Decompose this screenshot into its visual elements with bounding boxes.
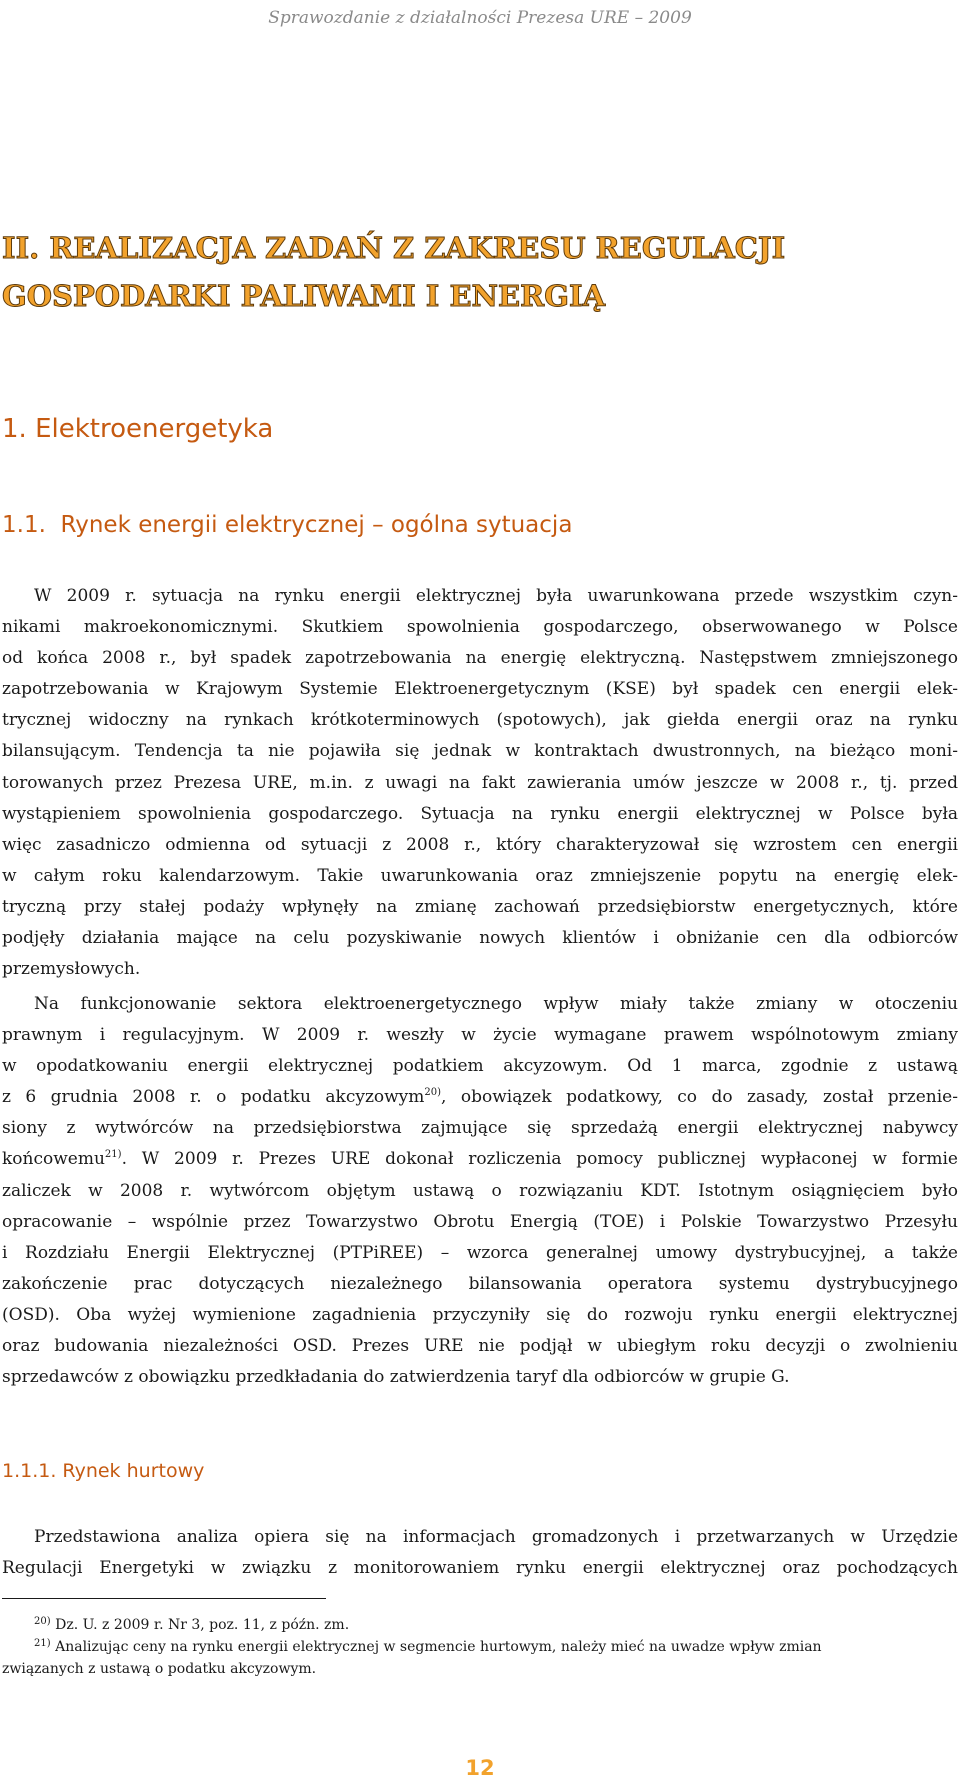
paragraph-line (2, 1082, 958, 1113)
paragraph-line: Przedstawiona analiza opiera się na informacjach gromadzonych i przetwarzanych w Urzędzie (34, 1527, 958, 1547)
paragraph-line: bilansującym. Tendencja ta nie pojawiła się jednak w kontraktach dwustronnych, na bieżąco moni- (2, 741, 958, 762)
paragraph-line: i Rozdziału Energii Elektrycznej (PTPiREE) – wzorca generalnej umowy dystrybucyjnej, a także (2, 1242, 958, 1263)
paragraph-line: przemysłowych. (2, 959, 141, 980)
footnote-21: 21) Analizując ceny na rynku energii elektrycznej w segmencie hurtowym, należy mieć na uwadze wpływ zmian (34, 1638, 822, 1655)
paragraph-line: tryczną przy stałej podaży wpłynęły na zmianę zachowań przedsiębiorstw energetycznych, które (2, 896, 958, 917)
footnote-ref-21[interactable]: 21) (104, 1149, 122, 1161)
paragraph-line: zakończenie prac dotyczących niezależnego bilansowania operatora systemu dystrybucyjnego (2, 1273, 958, 1294)
paragraph-line: w opodatkowaniu energii elektrycznej podatkiem akcyzowym. Od 1 marca, zgodnie z ustawą (2, 1056, 958, 1077)
running-header: Sprawozdanie z działalności Prezesa URE – 2009 (268, 8, 692, 28)
footnote-separator (2, 1598, 326, 1599)
paragraph-3 (2, 1522, 958, 1584)
paragraph-line: W 2009 r. sytuacja na rynku energii elektrycznej była uwarunkowana przede wszystkim czyn- (34, 586, 958, 606)
paragraph-line: Na funkcjonowanie sektora elektroenergetycznego wpływ miały także zmiany w otoczeniu (34, 994, 958, 1014)
paragraph-line: oraz budowania niezależności OSD. Prezes URE nie podjął w ubiegłym roku decyzji o zwolnieniu (2, 1336, 958, 1357)
paragraph-line: podjęły działania mające na celu pozyskiwanie nowych klientów i obniżanie cen dla odbiorców (2, 928, 958, 949)
paragraph-line: zaliczek w 2008 r. wytwórcom objętym ustawą o rozwiązaniu KDT. Istotnym osiągnięciem było (2, 1180, 958, 1201)
paragraph-line: (OSD). Oba wyżej wymienione zagadnienia przyczyniły się do rozwoju rynku energii elektrycznej (2, 1304, 958, 1325)
paragraph-line: zapotrzebowania w Krajowym Systemie Elektroenergetycznym (KSE) był spadek cen energii elek- (2, 679, 958, 700)
paragraph-line (2, 1144, 958, 1175)
text-run: . W 2009 r. Prezes URE dokonał rozliczenia pomocy publicznej wypłaconej w formie (121, 1149, 958, 1170)
footnote-21-continuation: związanych z ustawą o podatku akcyzowym. (2, 1661, 317, 1677)
paragraph-line: opracowanie – wspólnie przez Towarzystwo Obrotu Energią (TOE) i Polskie Towarzystwo Przesyłu (2, 1211, 958, 1232)
footnote-ref-20[interactable]: 20) (424, 1087, 442, 1099)
paragraph-line: prawnym i regulacyjnym. W 2009 r. weszły w życie wymagane prawem wspólnotowym zmiany (2, 1025, 958, 1046)
section-title: 1. Elektroenergetyka (2, 414, 274, 444)
paragraph-2 (2, 989, 958, 1393)
paragraph-line: nikami makroekonomicznymi. Skutkiem spowolnienia gospodarczego, obserwowanego w Polsce (2, 617, 958, 638)
paragraph-line: od końca 2008 r., był spadek zapotrzebowania na energię elektryczną. Następstwem zmniejszonego (2, 648, 958, 669)
chapter-title-line-1: II. REALIZACJA ZADAŃ Z ZAKRESU REGULACJI (2, 231, 786, 265)
paragraph-line: trycznej widoczny na rynkach krótkoterminowych (spotowych), jak giełda energii oraz na rynku (2, 710, 958, 731)
subsubsection-title: 1.1.1. Rynek hurtowy (2, 1460, 205, 1482)
paragraph-line: więc zasadniczo odmienna od sytuacji z 2008 r., który charakteryzował się wzrostem cen energii (2, 834, 958, 855)
text-run: , obowiązek podatkowy, co do zasady, został przenie- (441, 1087, 958, 1108)
paragraph-line: torowanych przez Prezesa URE, m.in. z uwagi na fakt zawierania umów jeszcze w 2008 r., tj. przed (2, 772, 958, 793)
paragraph-line: Regulacji Energetyki w związku z monitorowaniem rynku energii elektrycznej oraz pochodzących (2, 1558, 958, 1579)
footnotes (2, 1614, 958, 1680)
footnote-text: Analizując ceny na rynku energii elektrycznej w segmencie hurtowym, należy mieć na uwadze wpływ zmian (50, 1639, 822, 1655)
text-run: końcowemu (2, 1149, 105, 1170)
paragraph-line: w całym roku kalendarzowym. Takie uwarunkowania oraz zmniejszenie popytu na energię elek- (2, 865, 958, 886)
paragraph-line: sprzedawców z obowiązku przedkładania do zatwierdzenia taryf dla odbiorców w grupie G. (2, 1367, 790, 1388)
chapter-title (2, 224, 902, 320)
subsection-title: 1.1. Rynek energii elektrycznej – ogólna sytuacja (2, 512, 573, 538)
footnote-20: 20) Dz. U. z 2009 r. Nr 3, poz. 11, z późn. zm. (34, 1616, 350, 1633)
paragraph-1 (2, 581, 958, 985)
page-number: 12 (465, 1756, 495, 1780)
chapter-title-line-2: GOSPODARKI PALIWAMI I ENERGIĄ (2, 279, 606, 313)
text-run: z 6 grudnia 2008 r. o podatku akcyzowym (2, 1087, 425, 1108)
footnote-text: Dz. U. z 2009 r. Nr 3, poz. 11, z późn. zm. (50, 1617, 350, 1633)
paragraph-line: wystąpieniem spowolnienia gospodarczego. Sytuacja na rynku energii elektrycznej w Polsce była (2, 803, 958, 824)
paragraph-line: siony z wytwórców na przedsiębiorstwa zajmujące się sprzedażą energii elektrycznej nabywcy (2, 1118, 958, 1139)
